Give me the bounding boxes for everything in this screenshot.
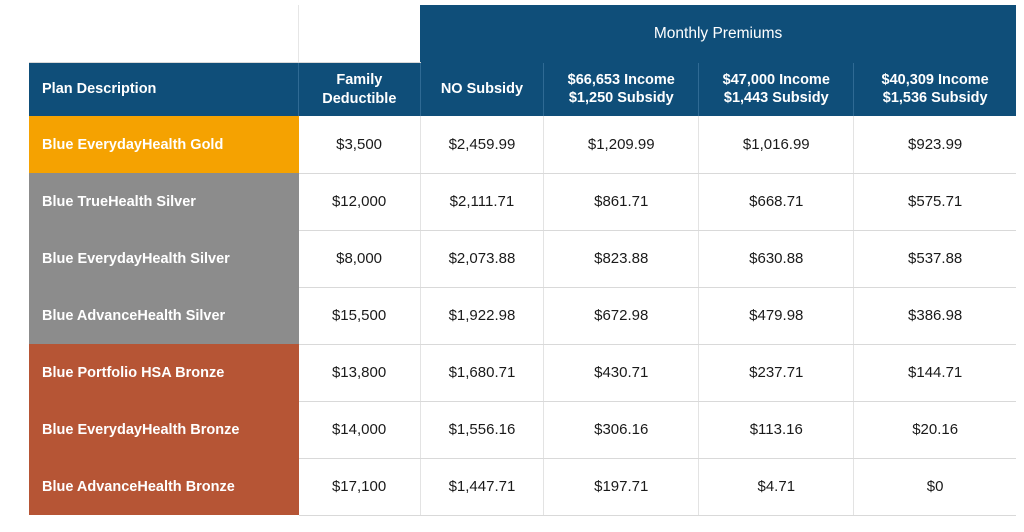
income-66653-cell: $672.98 (544, 287, 699, 344)
plan-name-cell: Blue EverydayHealth Bronze (29, 401, 299, 458)
column-header-income-40309-line2: $1,536 Subsidy (882, 90, 988, 107)
income-66653-cell: $306.16 (544, 401, 699, 458)
table-row (29, 401, 1016, 458)
premium-comparison-table (29, 5, 1016, 516)
income-47000-cell: $630.88 (699, 230, 854, 287)
income-40309-cell: $575.71 (854, 173, 1016, 230)
plan-name-cell: Blue EverydayHealth Gold (29, 116, 299, 173)
income-40309-cell: $144.71 (854, 344, 1016, 401)
premium-comparison-table-wrapper (29, 5, 1016, 516)
family-deductible-cell: $17,100 (299, 458, 421, 515)
table-row (29, 173, 1016, 230)
column-header-income-47000-line2: $1,443 Subsidy (723, 90, 829, 107)
income-40309-cell: $0 (854, 458, 1016, 515)
plan-name-cell: Blue AdvanceHealth Silver (29, 287, 299, 344)
table-band-row (29, 5, 1016, 63)
no-subsidy-cell: $2,111.71 (420, 173, 544, 230)
no-subsidy-cell: $1,447.71 (420, 458, 544, 515)
income-47000-cell: $4.71 (699, 458, 854, 515)
table-row (29, 116, 1016, 173)
family-deductible-cell: $12,000 (299, 173, 421, 230)
table-header (29, 5, 1016, 116)
column-header-income-47000 (699, 63, 854, 117)
family-deductible-cell: $13,800 (299, 344, 421, 401)
band-spacer-plan (29, 5, 299, 63)
income-66653-cell: $861.71 (544, 173, 699, 230)
income-40309-cell: $923.99 (854, 116, 1016, 173)
plan-name-cell: Blue TrueHealth Silver (29, 173, 299, 230)
table-column-header-row (29, 63, 1016, 117)
family-deductible-cell: $15,500 (299, 287, 421, 344)
column-header-family-deductible (299, 63, 421, 117)
table-row (29, 458, 1016, 515)
column-header-income-40309-line1: $40,309 Income (881, 72, 989, 89)
table-row (29, 287, 1016, 344)
income-66653-cell: $1,209.99 (544, 116, 699, 173)
column-header-family-deductible-line1: Family (336, 72, 383, 89)
no-subsidy-cell: $2,073.88 (420, 230, 544, 287)
table-row (29, 230, 1016, 287)
plan-name-cell: Blue Portfolio HSA Bronze (29, 344, 299, 401)
no-subsidy-cell: $1,922.98 (420, 287, 544, 344)
income-47000-cell: $1,016.99 (699, 116, 854, 173)
table-row (29, 344, 1016, 401)
monthly-premiums-band-title: Monthly Premiums (420, 5, 1016, 63)
no-subsidy-cell: $2,459.99 (420, 116, 544, 173)
income-40309-cell: $20.16 (854, 401, 1016, 458)
family-deductible-cell: $14,000 (299, 401, 421, 458)
family-deductible-cell: $8,000 (299, 230, 421, 287)
plan-name-cell: Blue EverydayHealth Silver (29, 230, 299, 287)
column-header-no-subsidy-line1: NO Subsidy (440, 81, 524, 98)
income-66653-cell: $197.71 (544, 458, 699, 515)
income-47000-cell: $668.71 (699, 173, 854, 230)
column-header-income-47000-line1: $47,000 Income (722, 72, 830, 89)
band-spacer-deductible (299, 5, 421, 63)
plan-name-cell: Blue AdvanceHealth Bronze (29, 458, 299, 515)
income-47000-cell: $113.16 (699, 401, 854, 458)
no-subsidy-cell: $1,556.16 (420, 401, 544, 458)
income-47000-cell: $237.71 (699, 344, 854, 401)
column-header-income-66653-line2: $1,250 Subsidy (568, 90, 674, 107)
family-deductible-cell: $3,500 (299, 116, 421, 173)
column-header-plan-description (29, 63, 299, 117)
income-66653-cell: $823.88 (544, 230, 699, 287)
column-header-income-40309 (854, 63, 1016, 117)
column-header-family-deductible-line2: Deductible (322, 90, 397, 107)
income-47000-cell: $479.98 (699, 287, 854, 344)
income-40309-cell: $537.88 (854, 230, 1016, 287)
column-header-income-66653 (544, 63, 699, 117)
column-header-plan-description-line1: Plan Description (42, 81, 157, 98)
no-subsidy-cell: $1,680.71 (420, 344, 544, 401)
column-header-no-subsidy (420, 63, 544, 117)
income-40309-cell: $386.98 (854, 287, 1016, 344)
column-header-income-66653-line1: $66,653 Income (567, 72, 675, 89)
income-66653-cell: $430.71 (544, 344, 699, 401)
table-body (29, 116, 1016, 515)
